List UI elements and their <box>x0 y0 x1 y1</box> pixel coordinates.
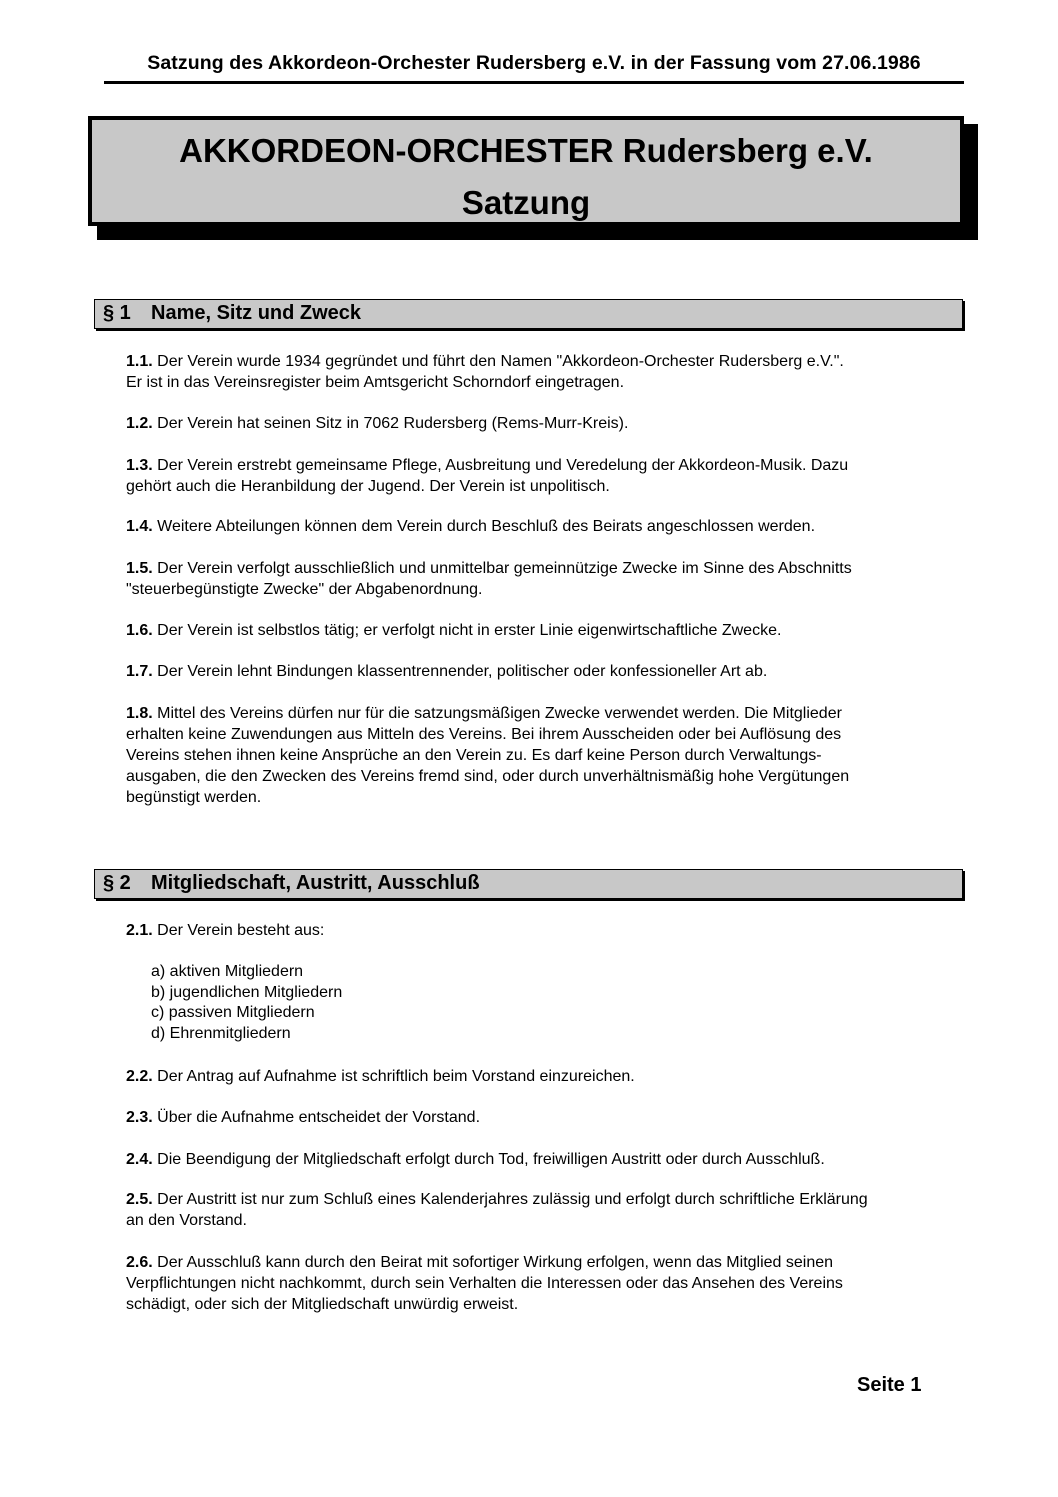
paragraph-2-5 <box>126 1189 966 1231</box>
paragraph-line: Über die Aufnahme entscheidet der Vorstand. <box>157 1109 481 1126</box>
paragraph-2-2 <box>126 1066 966 1087</box>
paragraph-line: Der Ausschluß kann durch den Beirat mit sofortiger Wirkung erfolgen, wenn das Mitglied seinen <box>157 1254 834 1271</box>
paragraph-number: 1.1. <box>126 353 153 370</box>
paragraph-number: 1.5. <box>126 560 153 577</box>
paragraph-2-3 <box>126 1107 966 1128</box>
paragraph-line: begünstigt werden. <box>126 789 262 806</box>
paragraph-line: Weitere Abteilungen können dem Verein durch Beschluß des Beirats angeschlossen werden. <box>157 518 816 535</box>
paragraph-line: Der Austritt ist nur zum Schluß eines Kalenderjahres zulässig und erfolgt durch schriftliche Erklärung <box>157 1191 868 1208</box>
paragraph-line: Mittel des Vereins dürfen nur für die satzungsmäßigen Zwecke verwendet werden. Die Mitglieder <box>157 705 842 722</box>
paragraph-1-1 <box>126 351 966 393</box>
paragraph-line: erhalten keine Zuwendungen aus Mitteln des Vereins. Bei ihrem Ausscheiden oder bei Auflösung des <box>126 726 842 743</box>
section-title: Name, Sitz und Zweck <box>151 302 362 324</box>
list-item: d) Ehrenmitgliedern <box>151 1024 291 1042</box>
title-line-1: AKKORDEON-ORCHESTER Rudersberg e.V. <box>179 132 873 169</box>
page-number: Seite 1 <box>857 1374 922 1396</box>
paragraph-line: Der Verein lehnt Bindungen klassentrennender, politischer oder konfessioneller Art ab. <box>157 663 768 680</box>
section-number: § 1 <box>103 302 131 324</box>
paragraph-number: 2.6. <box>126 1254 153 1271</box>
paragraph-line: Der Verein besteht aus: <box>157 922 325 939</box>
paragraph-number: 1.6. <box>126 622 153 639</box>
list-item: a) aktiven Mitgliedern <box>151 963 304 980</box>
paragraph-1-3 <box>126 455 966 497</box>
paragraph-line: Der Antrag auf Aufnahme ist schriftlich beim Vorstand einzureichen. <box>157 1068 635 1085</box>
paragraph-2-1 <box>126 920 966 941</box>
list-item: c) passiven Mitgliedern <box>151 1004 315 1021</box>
paragraph-line: "steuerbegünstigte Zwecke" der Abgabenordnung. <box>126 581 483 598</box>
paragraph-number: 1.7. <box>126 663 153 680</box>
paragraph-number: 2.2. <box>126 1068 153 1085</box>
paragraph-number: 2.5. <box>126 1191 153 1208</box>
section-heading-1 <box>94 299 963 329</box>
paragraph-number: 1.8. <box>126 705 153 722</box>
member-type-list <box>151 962 342 1044</box>
section-heading-2 <box>94 869 963 899</box>
paragraph-1-8 <box>126 703 966 808</box>
section-number: § 2 <box>103 872 131 894</box>
paragraph-line: Verpflichtungen nicht nachkommt, durch sein Verhalten die Interessen oder das Ansehen des Vereins <box>126 1275 843 1292</box>
paragraph-line: schädigt, oder sich der Mitgliedschaft unwürdig erweist. <box>126 1296 519 1313</box>
paragraph-line: Der Verein wurde 1934 gegründet und führt den Namen "Akkordeon-Orchester Rudersberg e.V.". <box>157 353 844 370</box>
paragraph-1-2 <box>126 413 966 434</box>
paragraph-line: Der Verein verfolgt ausschließlich und unmittelbar gemeinnützige Zwecke im Sinne des Abschnitts <box>157 560 852 577</box>
paragraph-line: gehört auch die Heranbildung der Jugend. Der Verein ist unpolitisch. <box>126 478 610 495</box>
paragraph-line: Der Verein erstrebt gemeinsame Pflege, Ausbreitung und Veredelung der Akkordeon-Musik. Dazu <box>157 457 849 474</box>
paragraph-number: 2.1. <box>126 922 153 939</box>
paragraph-1-7 <box>126 661 966 682</box>
paragraph-line: an den Vorstand. <box>126 1212 247 1229</box>
paragraph-line: Vereins stehen ihnen keine Ansprüche an den Verein zu. Es darf keine Person durch Verwaltungs- <box>126 747 822 764</box>
paragraph-number: 2.3. <box>126 1109 153 1126</box>
paragraph-2-6 <box>126 1252 966 1315</box>
paragraph-number: 1.3. <box>126 457 153 474</box>
document-header: Satzung des Akkordeon-Orchester Rudersberg e.V. in der Fassung vom 27.06.1986 <box>104 52 964 84</box>
paragraph-1-6 <box>126 620 966 641</box>
paragraph-line: Die Beendigung der Mitgliedschaft erfolgt durch Tod, freiwilligen Austritt oder durch Ausschluß. <box>157 1151 825 1168</box>
list-item: b) jugendlichen Mitgliedern <box>151 983 343 1001</box>
paragraph-line: Der Verein hat seinen Sitz in 7062 Rudersberg (Rems-Murr-Kreis). <box>157 415 629 432</box>
paragraph-2-4 <box>126 1149 966 1170</box>
section-title: Mitgliedschaft, Austritt, Ausschluß <box>151 872 480 894</box>
paragraph-number: 1.4. <box>126 518 153 535</box>
paragraph-number: 2.4. <box>126 1151 153 1168</box>
paragraph-1-5 <box>126 558 966 600</box>
paragraph-line: Der Verein ist selbstlos tätig; er verfolgt nicht in erster Linie eigenwirtschaftliche Zwecke. <box>157 622 782 639</box>
title-line-2: Satzung <box>461 184 591 221</box>
paragraph-number: 1.2. <box>126 415 153 432</box>
paragraph-line: Er ist in das Vereinsregister beim Amtsgericht Schorndorf eingetragen. <box>126 374 625 391</box>
paragraph-line: ausgaben, die den Zwecken des Vereins fremd sind, oder durch unverhältnismäßig hohe Vergütungen <box>126 768 850 785</box>
paragraph-1-4 <box>126 516 966 537</box>
title-box <box>88 116 964 226</box>
